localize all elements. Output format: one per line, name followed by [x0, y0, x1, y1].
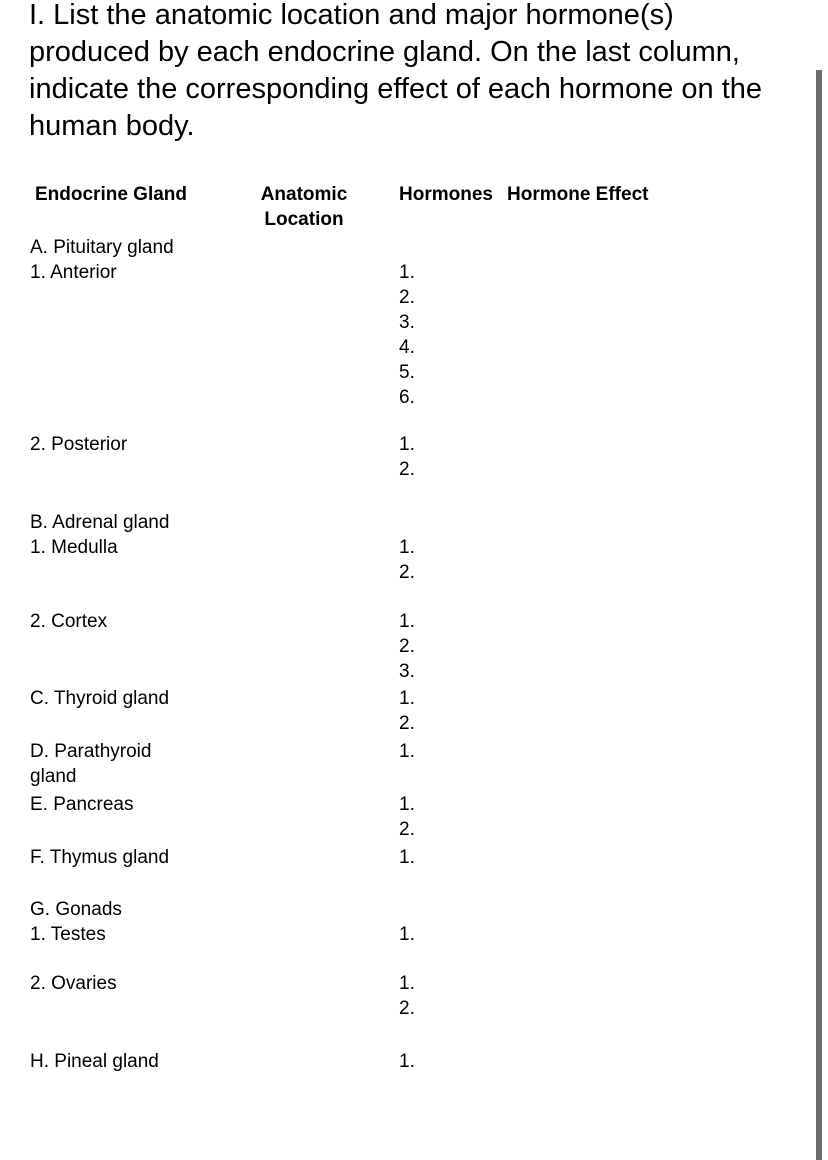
hormones-pituitary-posterior: 1. 2. — [399, 434, 415, 480]
hormones-gonads-ovaries: 1. 2. — [399, 973, 415, 1019]
vertical-scrollbar[interactable] — [816, 70, 822, 1160]
hormones-pituitary-anterior: 1. 2. 3. 4. 5. 6. — [399, 262, 415, 408]
header-hormone-effect: Hormone Effect — [507, 184, 649, 205]
header-endocrine-gland: Endocrine Gland — [35, 184, 188, 205]
hormones-pancreas: 1. 2. — [399, 794, 415, 840]
gland-gonads-ovaries: 2. Ovaries — [30, 973, 117, 994]
gland-pituitary-anterior: A. Pituitary gland 1. Anterior — [30, 237, 174, 283]
header-anatomic-location: Anatomic Location — [260, 184, 348, 230]
hormones-adrenal-cortex: 1. 2. 3. — [399, 611, 415, 682]
gland-parathyroid: D. Parathyroid gland — [30, 741, 152, 787]
hormones-parathyroid: 1. — [399, 741, 415, 762]
hormones-pineal: 1. — [399, 1051, 415, 1072]
gland-pituitary-posterior: 2. Posterior — [30, 434, 128, 455]
hormones-gonads-testes: 1. — [399, 924, 415, 945]
hormones-adrenal-medulla: 1. 2. — [399, 537, 415, 583]
gland-adrenal-medulla: B. Adrenal gland 1. Medulla — [30, 512, 170, 558]
gland-gonads-testes: G. Gonads 1. Testes — [30, 899, 122, 945]
gland-thyroid: C. Thyroid gland — [30, 688, 170, 709]
gland-pineal: H. Pineal gland — [30, 1051, 159, 1072]
gland-pancreas: E. Pancreas — [30, 794, 134, 815]
gland-adrenal-cortex: 2. Cortex — [30, 611, 108, 632]
instructions-text: I. List the anatomic location and major hormone(s) produced by each endocrine gland. On the last column, indicate the corresponding effect of each hormone on the human body. — [29, 0, 763, 142]
hormones-thymus: 1. — [399, 847, 415, 868]
header-hormones: Hormones — [399, 184, 493, 205]
hormones-thyroid: 1. 2. — [399, 688, 415, 734]
gland-thymus: F. Thymus gland — [30, 847, 170, 868]
